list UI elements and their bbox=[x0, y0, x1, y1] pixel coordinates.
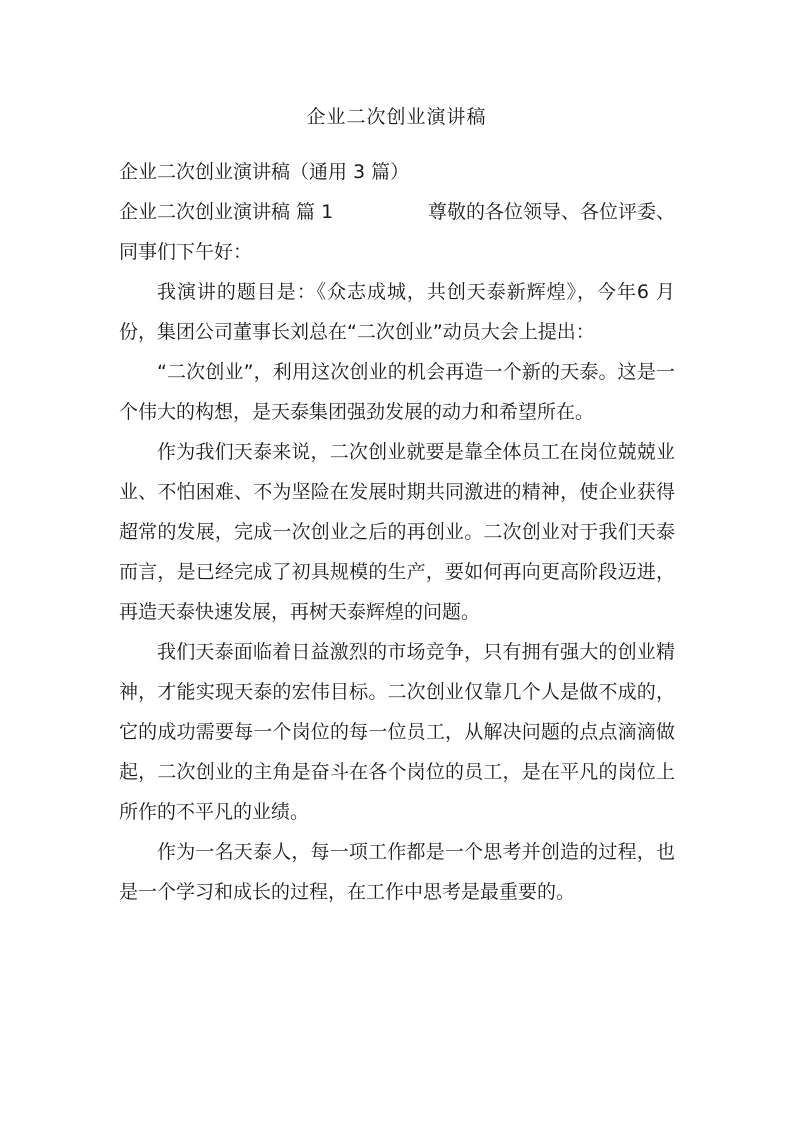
greeting-start: 尊敬的各位领导、各位评委、 bbox=[427, 201, 675, 223]
document-body bbox=[119, 152, 675, 912]
greeting-end: 同事们下午好： bbox=[119, 241, 253, 263]
greeting-end-row bbox=[119, 232, 675, 272]
document-subtitle bbox=[119, 152, 675, 192]
subtitle-text: 企业二次创业演讲稿（通用 3 篇） bbox=[119, 161, 410, 183]
paragraph-2: “二次创业”，利用这次创业的机会再造一个新的天泰。这是一个伟大的构想，是天泰集团强劲发展的动力和希望所在。 bbox=[119, 361, 675, 423]
paragraph-1: 我演讲的题目是：《众志成城，共创天泰新辉煌》，今年6 月份，集团公司董事长刘总在“二次创业”动员大会上提出： bbox=[119, 281, 675, 343]
section-heading: 企业二次创业演讲稿 篇 1 bbox=[119, 201, 334, 223]
paragraph-4: 我们天泰面临着日益激烈的市场竞争，只有拥有强大的创业精神，才能实现天泰的宏伟目标。二次创业仅靠几个人是做不成的，它的成功需要每一个岗位的每一位员工，从解决问题的点点滴滴做起，二次创业的主角是奋斗在各个岗位的员工，是在平凡的岗位上所作的不平凡的业绩。 bbox=[119, 641, 675, 823]
section-heading-row bbox=[119, 192, 675, 232]
paragraph-3: 作为我们天泰来说，二次创业就要是靠全体员工在岗位兢兢业业、不怕困难、不为坚险在发展时期共同激进的精神，使企业获得超常的发展，完成一次创业之后的再创业。二次创业对于我们天泰而言，是已经完成了初具规模的生产，要如何再向更高阶段迈进，再造天泰快速发展，再树天泰辉煌的问题。 bbox=[119, 441, 675, 623]
document-title: 企业二次创业演讲稿 bbox=[306, 106, 487, 128]
paragraph-5: 作为一名天泰人，每一项工作都是一个思考并创造的过程，也是一个学习和成长的过程，在工作中思考是最重要的。 bbox=[119, 841, 675, 903]
